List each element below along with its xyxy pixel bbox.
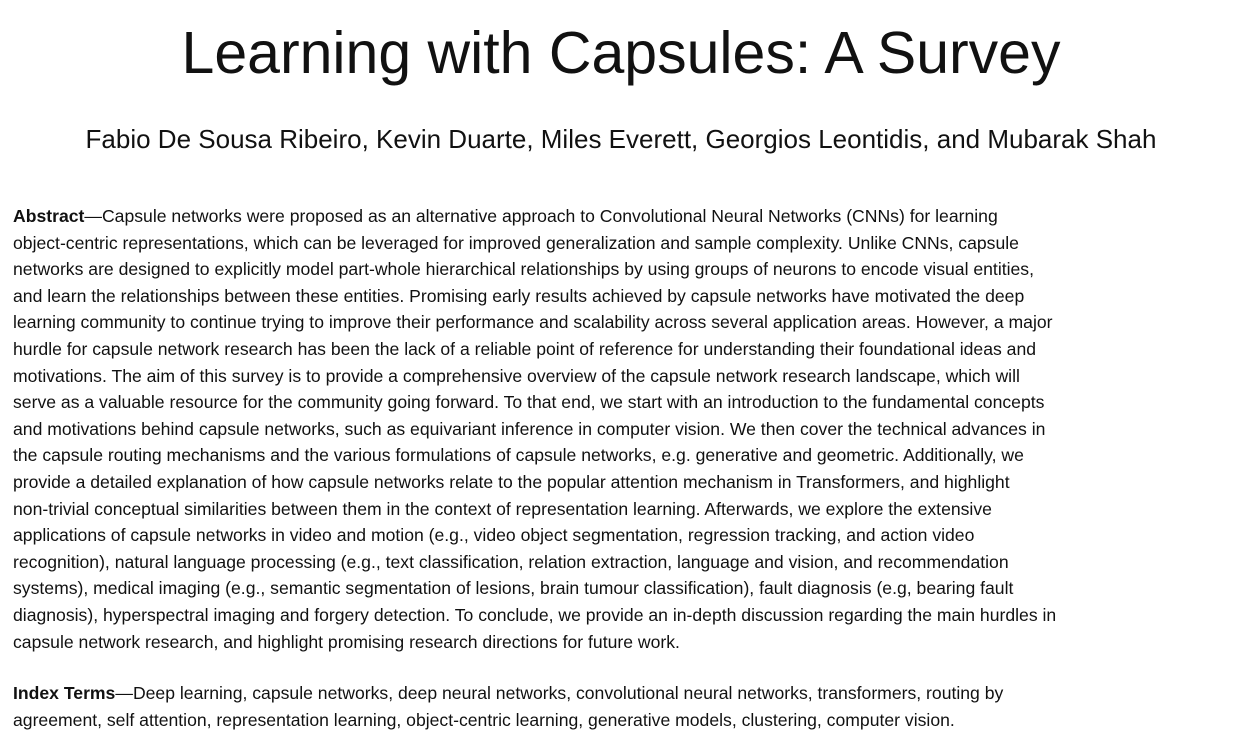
abstract-line: and motivations behind capsule networks, such as equivariant inference in computer vision. We then cover the technical advances in: [13, 418, 1046, 439]
abstract-line: provide a detailed explanation of how capsule networks relate to the popular attention mechanism in Transformers, and highlight: [13, 471, 1010, 492]
abstract-line: applications of capsule networks in video and motion (e.g., video object segmentation, regression tracking, and action video: [13, 525, 975, 546]
abstract-line: systems), medical imaging (e.g., semantic segmentation of lesions, brain tumour classification), fault diagnosis (e.g, bearing fault: [13, 578, 1014, 599]
abstract-line: [13, 203, 1233, 230]
abstract-line: capsule network research, and highlight promising research directions for future work.: [13, 631, 680, 652]
abstract-label: Abstract: [13, 206, 85, 226]
abstract-line: diagnosis), hyperspectral imaging and forgery detection. To conclude, we provide an in-depth discussion regarding the main hurdles in: [13, 604, 1057, 625]
index-terms-line: [13, 680, 1233, 707]
index-terms-section: [13, 680, 1233, 733]
paper-authors: Fabio De Sousa Ribeiro, Kevin Duarte, Miles Everett, Georgios Leontidis, and Mubarak Shah: [85, 124, 1157, 154]
abstract-line: networks are designed to explicitly model part-whole hierarchical relationships by using groups of neurons to encode visual entities,: [13, 259, 1034, 280]
abstract-line: recognition), natural language processing (e.g., text classification, relation extraction, language and vision, and recommendation: [13, 551, 1009, 572]
abstract-line: hurdle for capsule network research has been the lack of a reliable point of reference for understanding their foundational ideas and: [13, 338, 1037, 359]
abstract-dash: —: [84, 206, 102, 226]
abstract-line: non-trivial conceptual similarities between them in the context of representation learning. Afterwards, we explore the extensive: [13, 498, 992, 519]
abstract-line: and learn the relationships between these entities. Promising early results achieved by capsule networks have motivated the deep: [13, 285, 1025, 306]
index-terms-dash: —: [115, 683, 133, 703]
abstract-line: learning community to continue trying to improve their performance and scalability across several application areas. However, a major: [13, 312, 1053, 333]
abstract-line: the capsule routing mechanisms and the various formulations of capsule networks, e.g. generative and geometric. Additionally, we: [13, 445, 1024, 466]
index-terms-line: agreement, self attention, representation learning, object-centric learning, generative models, clustering, computer vision.: [13, 709, 955, 730]
abstract-section: [13, 203, 1233, 655]
index-terms-text: Deep learning, capsule networks, deep neural networks, convolutional neural networks, transformers, routing by: [132, 683, 1004, 703]
abstract-line: object-centric representations, which can be leveraged for improved generalization and sample complexity. Unlike CNNs, capsule: [13, 232, 1019, 253]
abstract-line: serve as a valuable resource for the community going forward. To that end, we start with an introduction to the fundamental concepts: [13, 392, 1045, 413]
paper-title: Learning with Capsules: A Survey: [181, 20, 1061, 86]
index-terms-label: Index Terms: [13, 683, 116, 703]
abstract-text: Capsule networks were proposed as an alternative approach to Convolutional Neural Networks (CNNs) for learning: [101, 206, 998, 226]
abstract-line: motivations. The aim of this survey is to provide a comprehensive overview of the capsule network research landscape, which will: [13, 365, 1020, 386]
